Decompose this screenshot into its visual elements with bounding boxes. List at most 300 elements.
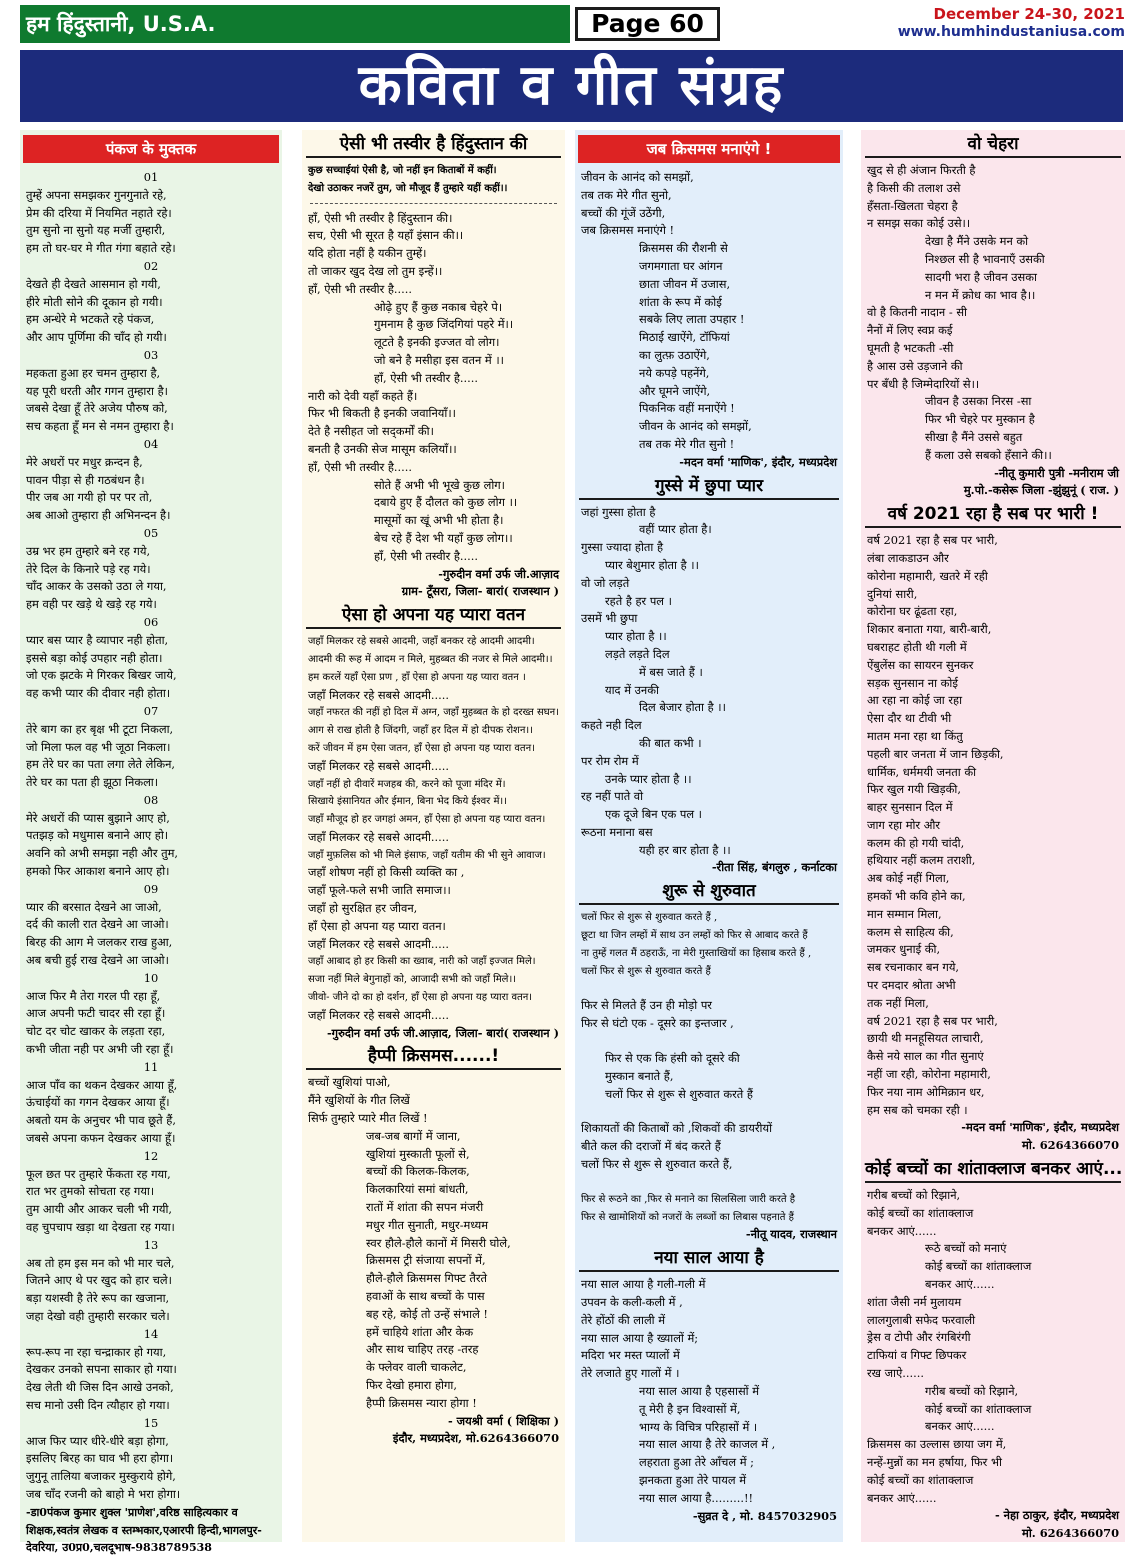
poem-line: नहीं जा रही, कोरोना महामारी, [867,1067,991,1082]
poem-title: जब क्रिसमस मनाएंगे ! [578,135,840,163]
poem-line: नया साल आया है ख्यालों में; [581,1330,699,1345]
poem-line: फिर से घंटो एक - दूसरे का इन्तजार , [581,1016,734,1031]
poem-line: वर्ष 2021 रहा है सब पर भारी, [867,533,998,548]
poem-line: लड़ते लड़ते दिल [605,646,670,661]
poem-line: और घूमने जाऐंगे, [639,383,711,398]
stanza-number: 11 [143,1059,159,1074]
poem-line: सब रचनाकार बन गये, [867,960,960,975]
poem-line: हाँ, ऐसी भी तस्वीर है..... [374,548,479,563]
poet-credit: मो. 6264366070 [1022,1526,1119,1541]
poem-line: हम वही पर खड़े थे खड़े रह गये। [26,597,157,612]
poem-line: सच, ऐसी भी सूरत है यहाँ इंसान की।। [308,228,464,243]
poem-line: बनकर आएं...... [867,1490,937,1505]
poem-line: मधुर गीत सुनाती, मधुर-मध्यम [366,1217,489,1232]
stanza-number: 10 [143,970,159,985]
poem-line: घूमती है भटकती -सी [867,340,954,355]
poem-line: दुनियां सारी, [867,586,918,601]
poem-line: जितने आए थे पर खुद को हार चले। [26,1273,172,1288]
poem-line: और आप पूर्णिमा की चाँद हो गयी। [26,330,167,345]
poem-body [861,162,1125,500]
poem-line: शांता जैसी नर्म मुलायम [867,1294,962,1309]
poem-line: जाग रहा मोर और [867,817,941,832]
poem-title: गुस्से में छुपा प्यार [579,474,839,500]
poem-line: हीरे मोती सोने की दूकान हो गयी। [26,294,163,309]
poem-line: गरीब बच्चों को रिझाने, [867,1188,961,1203]
poem-line: जुगुनू तालिया बजाकर मुस्कुराये होगे, [26,1469,176,1484]
poem-line: फिर नया नाम ओमिक्रान धर, [867,1084,985,1099]
poem-line: हम तो घर-घर मे गीत गंगा बहाते रहे। [26,241,176,256]
poem-line: शिकार बनाता गया, बारी-बारी, [867,622,992,637]
poem-body [302,1074,565,1448]
poem-line: तब तक मेरे गीत सुनो, [581,187,672,202]
poem-line: वह चुपचाप खड़ा था देखता रह गया। [26,1220,175,1235]
poem-line: सजा नहीं मिले बेगुनाहों को, आजादी सभी को जहाँ मिले।। [308,974,517,986]
poem-line: आ रहा ना कोई जा रहा [867,693,963,708]
column-muktak [20,130,282,1555]
poem-line: उम्र भर हम तुम्हारे बने रह गये, [26,543,151,558]
poet-credit: -गुरुदीन वर्मा उर्फ जी.आज़ाद, जिला- बारां( राजस्थान ) [326,1025,559,1040]
poem-line: आदमी की रूह में आदम न मिले, मुहब्बत की नजर से मिले आदमी।। [308,653,553,665]
poem-line: जहाँ आबाद हो हर किसी का ख्वाब, नारी को जहाँ इज्जत मिले। [308,956,536,968]
poem-line: यही हर बार होता है ।। [639,842,731,857]
poem-line: बनकर आएं...... [867,1223,937,1238]
poem-line: नैनों में लिए स्वप्न कई [867,323,953,338]
stanza-number: 15 [143,1415,159,1430]
poem-line: पर दमदार श्रोता अभी [867,978,956,993]
poem-body [302,633,565,1042]
poem-line: गुमनाम है कुछ जिंदगियां पहरे में।। [374,317,514,332]
poem-line: न समझ सका कोई उसे।। [867,216,971,231]
poem-line: तेरे दिल के किनारे पड़े रह गये। [26,561,151,576]
poem-line: हैप्पी क्रिसमस न्यारा होगा ! [366,1395,477,1410]
poem-line: सिखाये इंसानियत और ईमान, बिना भेद किये ईश्वर में।। [308,796,507,808]
poem-line: के फ्लेवर वाली चाकलेट, [366,1360,467,1375]
poem-line: अब आओ तुम्हारा ही अभिनन्दन है। [26,508,171,523]
poem-line: तेरे घर का पता ही झूठा निकला। [26,775,159,790]
poem-line: जहाँ मिलकर रहे सबसे आदमी..... [308,829,449,844]
poem-intro-line: कुछ सच्चाईयां ऐसी है, जो नहीं इन किताबों में कहीं। [308,165,497,176]
poem-line: कलम की हो गयी चांदी, [867,835,965,850]
poem-line: नया साल आया है एहसासों में [639,1384,760,1399]
poem-line: सड़क सुनसान ना कोई [867,675,958,690]
poem-line: ओढ़े हुए हैं कुछ नकाब चेहरे पे। [374,299,503,314]
poem-line: तू मेरी है इन विश्वासों में, [639,1401,741,1416]
poem-line: कलम से साहित्य की, [867,924,954,939]
poem-line: क्रिसमस की रौशनी से [639,241,728,256]
poet-credit: -डा0पंकज कुमार शुक्ल 'प्राणेश',वरिष्ठ साहित्यकार व [26,1505,238,1519]
poem-line: हँसता-खिलता चेहरा है [867,198,958,213]
poem-line: जब चाँद रजनी को बाहो मे भरा होगा। [26,1486,181,1501]
poem-body [861,532,1125,1155]
poem-line: हम तेरे घर का पता लगा लेते लेकिन, [26,757,176,772]
poem-line: रूप-रूप ना रहा चन्द्राकार हो गया, [26,1344,167,1359]
poem-line: जो मिला फल वह भी जूठा निकला। [26,739,171,754]
poem-line: कभी जीता नही पर अभी जी रहा हूँ। [26,1042,174,1057]
poem-line: अब कोई नहीं गिला, [867,871,950,886]
issue-date: December 24-30, 2021 [933,5,1125,23]
poem-line: पहली बार जनता में जान छिड़की, [867,746,1004,761]
poem-line: फिर भी चेहरे पर मुस्कान है [925,412,1035,427]
poem-line: अब बची हुई राख देखने आ जाओ। [26,953,169,968]
poem-line: अबतो यम के अनुचर भी पाव छूते हैं, [26,1113,176,1128]
poem-line: अब तो हम इस मन को भी मार चले, [26,1255,175,1270]
poem-line: सोते हैं अभी भी भूखे कुछ लोग। [374,477,505,492]
poem-line: लालगुलाबी सफेद फरवाली [867,1312,976,1327]
poem-line: जीवो- जीने दो का हो दर्शन, हाँ ऐसा हो अपना यह प्यारा वतन। [308,992,533,1004]
poem-line: लूटते है इनकी इज्जत वो लोग। [374,335,500,350]
poem-body [575,504,843,878]
poem-line: टाफियां व गिफ्ट छिपकर [867,1348,967,1363]
poem-line: रहते है हर पल । [605,593,672,608]
poet-credit: ग्राम- टूँसरा, जिला- बारां( राजस्थान ) [401,584,559,599]
poem-line: घबराहट होती थी गली में [867,639,967,654]
poem-line: कहते नही दिल [581,718,642,733]
poem-line: कोरोना महामारी, खतरे में रही [867,568,988,583]
poem-line: जहाँ शोषण नहीं हो किसी व्यक्ति का , [308,865,465,880]
poem-line: चलों फिर से शुरू से शुरुवात करते हैं [581,965,711,977]
poem-line: आज फिर प्यार धीरे-धीरे बड़ा होगा, [26,1433,169,1448]
poem-line: और साथ चाहिए तरह -तरह [366,1342,479,1357]
poem-line: तुम आयी और आकर चली भी गयी, [26,1202,173,1217]
poem-line: मुस्कान बनाते हैं, [605,1068,674,1083]
poem-line: देखकर उनको सपना साकार हो गया। [26,1362,177,1377]
poem-line: आज फिर मै तेरा गरल पी रहा हूँ, [26,988,161,1003]
poem-line: नया साल आया है गली-गली में [581,1277,706,1292]
poem-line: सीखा है मैंने उससे बहुत [925,429,1023,444]
poem-line: आग से राख होती है जिंदगी, जहाँ हर दिल में हो दीपक रोशन।। [308,725,533,737]
poem-line: फिर देखो हमारा होगा, [366,1378,457,1392]
poem-line: बीते कल की दराजों में बंद करते हैं [581,1139,721,1154]
poem-title: ऐसी भी तस्वीर है हिंदुस्तान की [306,132,561,158]
poem-line: हाँ, ऐसी भी तस्वीर है हिंदुस्तान की। [308,210,453,225]
poem-line: देखा है मैंने उसके मन को [925,234,1029,249]
poem-line: क्रिसमस ट्री संजाया सपनों में, [366,1253,486,1268]
stanza-number: 02 [143,258,159,273]
poem-line: प्यार होता है ।। [605,629,667,644]
newspaper-brand: हम हिंदुस्तानी, U.S.A. [20,5,570,43]
poem-line: गुस्सा ज्यादा होता है [581,540,664,555]
poem-line: हौले-हौले क्रिसमस गिफ्ट तैरते [366,1271,488,1286]
poem-line: उनके प्यार होता है ।। [605,771,692,786]
stanza-number: 03 [143,347,159,362]
poem-line: इसलिए बिरह का घाव भी हरा होगा। [26,1451,174,1466]
poem-line: लहराता हुआ तेरे आँचल में ; [639,1455,755,1470]
poem-line: जबसे देखा हूँ तेरे अजेय पौरुष को, [26,401,168,416]
poem-line: आज पाँव का थकन देखकर आया हूँ, [26,1077,178,1092]
poem-line: जहाँ मिलकर रहे सबसे आदमी..... [308,1007,449,1022]
poem-line: दिल बेजार होता है ।। [639,700,726,715]
poem-line: धार्मिक, धर्ममयी जनता की [867,764,977,779]
poem-line: नारी को देवी यहाँ कहते हैं। [308,388,418,403]
poem-line: चाँद आकर के उसको उठा ले गया, [26,579,167,594]
page-number: Page 60 [575,7,720,41]
poem-line: चलों फिर से शुरू से शुरुवात करते हैं , [581,912,718,924]
poem-line: प्रेम की दरिया में नियमित नहाते रहे। [26,205,172,220]
poem-line: कोई बच्चों का शांताक्लाज [867,1205,974,1220]
poem-line: शिकायतों की किताबों को ,शिकवों की डायरीयों [581,1121,773,1136]
stanza-number: 01 [143,170,159,184]
muktak-body [20,169,282,1557]
poet-credit: मु.पो.-कसेरू जिला -झुंझुनूं ( राज. ) [963,483,1119,498]
poem-line: एक दूजे बिन एक पल । [605,807,702,822]
divider [310,203,557,204]
poem-line: रूठना मनाना बस [581,824,653,839]
poem-line: बच्चों की किलक-किलक, [366,1164,470,1179]
poem-line: मातम मना रहा था किंतु [867,728,963,743]
poem-line: पिकनिक वहीं मनाऐंगे ! [639,401,735,416]
poem-line: पर रोम रोम में [581,753,639,768]
poem-title: वो चेहरा [865,132,1121,158]
poem-line: ना तुम्हें गलत मैं ठहराऊँ, ना मेरी गुस्ताखियों का हिसाब करते हैं , [581,947,812,959]
poem-line: जहाँ मिलकर रहे सबसे आदमी..... [308,936,449,951]
poem-line: बनती है उनकी सेज मासूम कलियाँ।। [308,441,457,456]
poem-line: रूठे बच्चों को मनाएं [925,1241,1007,1256]
poem-line: का लुत्फ़ उठाऐंगे, [639,347,710,362]
poem-line: छायी थी मनहूसियत लाचारी, [867,1031,984,1046]
poem-line: खुद से ही अंजान फिरती है [867,163,976,177]
poem-line: वह कभी प्यार की दीवार नही होता। [26,686,171,701]
stanza-number: 07 [143,703,159,718]
poem-line: है आस उसे उड़जाने की [867,358,963,373]
column-two [302,130,565,1542]
poem-line: कोई बच्चों का शांताक्लाज [925,1401,1032,1416]
poem-line: जीवन के आनंद को समझों, [581,170,694,184]
poem-line: जहाँ मुफ़लिस को भी मिले इंसाफ, जहाँ यतीम की भी सुने आवाज। [308,849,546,861]
poem-line: जहाँ मिलकर रहे सबसे आदमी..... [308,758,449,773]
poet-credit: -मदन वर्मा 'माणिक', इंदौर, मध्यप्रदेश [679,454,837,469]
poem-line: गरीब बच्चों को रिझाने, [925,1383,1019,1398]
poem-line: पतझड़ को मधुमास बनाने आए हो। [26,828,169,843]
poem-line: पर बँधी है जिम्मेदारियों से।। [867,376,980,391]
poem-line: हाँ, ऐसी भी तस्वीर है..... [308,281,413,296]
poem-line: वर्ष 2021 रहा है सब पर भारी, [867,1013,998,1028]
poet-credit: शिक्षक,स्वतंत्र लेखक व स्तम्भकार,एआरपी हिन्दी,भागलपुर- [26,1523,262,1537]
poem-line: जीवन के आनंद को समझों, [639,419,752,434]
poem-line: ड्रेस व टोपी और रंगबिरंगी [867,1330,971,1345]
poem-line: चोट दर चोट खाकर के लड़ता रहा, [26,1024,166,1039]
poem-line: नये कपड़े पहनेंगे, [639,365,710,380]
poet-credit: - नेहा ठाकुर, इंदौर, मध्यप्रदेश [994,1508,1119,1523]
poem-line: रख जाऐ...... [867,1366,925,1380]
poem-line: जहा देखो वही तुम्हारी सरकार चले। [26,1309,170,1323]
poem-line: फिर से मिलते हैं उन ही मोड़ो पर [581,998,712,1013]
poem-line: हाँ, ऐसी भी तस्वीर है..... [374,370,479,385]
poem-line: क्रिसमस का उल्लास छाया जग में, [867,1437,1007,1452]
poem-line: कोई बच्चों का शांताक्लाज [925,1259,1032,1274]
poem-body [861,1187,1125,1543]
poem-line: रह नहीं पाते वो [581,789,644,804]
poem-line: वहीं प्यार होता है। [639,522,712,537]
poem-line: बच्चों खुशियां पाओ, [308,1075,391,1090]
poem-line: न मन में क्रोध का भाव है।। [925,287,1036,302]
stanza-number: 04 [143,436,159,451]
poem-title: नया साल आया है [579,1246,839,1272]
poem-line: भाग्य के विचित्र परिहासों में । [639,1419,758,1434]
poem-line: हमको फिर आकाश बनाने आए हो। [26,864,170,879]
poem-title: पंकज के मुक्तक [23,135,279,163]
poem-line: देते है नसीहत जो सद्कर्मों की। [308,424,434,439]
poem-line: में बस जाते हैं । [639,664,703,679]
column-four [861,130,1125,1542]
poem-line: चलों फिर से शुरू से शुरुवात करते हैं, [581,1157,733,1172]
poem-line: सच मानो उसी दिन त्यौहार हो गया। [26,1397,170,1412]
poem-line: फिर से खामोशियों को नजरों के लब्जों का लिबास पहनाते हैं [581,1211,794,1223]
poem-line: लंबा लाकडाउन और [867,550,949,565]
poem-line: दबाये हुए हैं दौलत को कुछ लोग ।। [374,495,518,510]
poem-line: मदिरा भर मस्त प्यालों में [581,1348,680,1363]
poem-line: जगमगाता घर आंगन [639,258,723,273]
poem-line: ऊंचाईयों का गगन देखकर आया हूँ। [26,1095,170,1110]
poem-line: छूटा था जिन लम्हों में साथ उन लम्हों को फिर से आबाद करते हैं [581,930,808,942]
poem-line: जहाँ हो सुरक्षित हर जीवन, [308,901,418,916]
poem-body [575,1276,843,1525]
poem-line: निश्छल सी है भावनाएँ उसकी [925,251,1045,266]
poem-line: यह पूरी धरती और गगन तुम्हारा है। [26,383,168,398]
stanza-number: 05 [143,525,159,540]
poem-line: ऐसा दौर था टीवी भी [867,711,952,726]
stanza-number: 09 [143,881,159,896]
poem-title: कोई बच्चों का शांताक्लाज बनकर आएं... [865,1157,1121,1183]
poem-line: महकता हुआ हर चमन तुम्हारा है, [26,365,161,380]
poem-line: वो है कितनी नादान - सी [867,305,967,320]
poem-line: खुशियां मुस्काती फूलों से, [366,1146,470,1161]
poem-line: हम करलें यहाँ ऐसा प्रण , हाँ ऐसा हो अपना यह प्यारा वतन । [308,671,526,683]
poem-line: जमकर धुनाई की, [867,942,941,957]
poem-line: जहाँ फूले-फले सभी जाति समाज।। [308,883,451,898]
poem-line: कैसे नये साल का गीत सुनाएं [867,1049,984,1064]
poem-line: कोरोना घर ढूंढता रहा, [867,604,958,619]
stanza-number: 12 [143,1148,159,1163]
poem-line: तब तक मेरे गीत सुनो ! [639,436,735,451]
poem-line: कोई बच्चों का शांताक्लाज [867,1472,974,1487]
poem-body [575,169,843,472]
poem-line: फिर से एक कि हंसी को दूसरे की [605,1051,740,1066]
poem-line: तुम सुनो ना सुनो यह मर्जी तुम्हारी, [26,223,166,238]
poet-credit: देवरिया, उ0प्र0,चलदूभाष-9838789538 [26,1541,212,1555]
poem-line: तेरे लजाते हुए गालों में । [581,1366,680,1381]
poem-intro-line: देखो उठाकर नजरें तुम, जो मौजूद हैं तुम्हारे यहीं कहीं।। [308,182,508,194]
poem-line: दर्द की काली रात देखने आ जाओ। [26,917,169,932]
poem-line: तेरे बाग का हर बृक्ष भी टूटा निकला, [26,721,174,736]
top-bar [20,5,1125,43]
poem-line: जहाँ मौजूद हो हर जगहां अमन, हाँ ऐसा हो अपना यह प्यारा वतन। [308,814,546,826]
poem-line: हथियार नहीं कलम तराशी, [867,853,976,868]
poem-line: बनकर आएं...... [925,1419,995,1434]
poem-title: शुरू से शुरुवात [579,879,839,905]
poem-line: आज अपनी फटी चादर सी रहा हूँ। [26,1006,166,1021]
poem-line: हम सब को चमका रही । [867,1102,968,1117]
stanza-number: 08 [143,792,159,807]
poem-line: रातों में शांता की सपन मंजरी [366,1200,484,1215]
poem-line: मासूमों का खूं अभी भी होता है। [374,513,504,528]
poem-line: हमें चाहिये शांता और केक [366,1324,474,1339]
poem-line: तक नहीं मिला, [867,995,929,1010]
poet-credit: -नीतू कुमारी पुत्री -मनीराम जी [994,465,1119,480]
poem-line: सादगी भरा है जीवन उसका [925,269,1037,284]
poem-line: जब-जब बागों में जाना, [366,1128,461,1143]
stanza-number: 13 [143,1237,159,1252]
poem-line: मेरे अधरों की प्यास बुझाने आए हो, [26,810,170,825]
poem-line: जबसे अपना कफन देखकर आया हूँ। [26,1131,176,1146]
stanza-number: 14 [143,1326,159,1341]
poem-line: मेरे अधरों पर मधुर क्रन्दन है, [26,454,143,469]
poem-line: सिर्फ तुम्हारे प्यारे मीत लिखें ! [308,1111,428,1126]
poem-body [575,909,843,1244]
poem-line: जहाँ नफरत की नहीं हो दिल में अग्न, जहाँ मुहब्बत के हो दरख्त सघन। [308,707,559,719]
poem-line: तुम्हें अपना समझकर गुनगुनाते रहे, [26,187,167,202]
poem-line: हमकों भी कवि होने का, [867,889,966,904]
poem-line: इससे बड़ा कोई उपहार नही होता। [26,650,163,665]
poem-line: प्यार बस प्यार है व्यापार नही होता, [26,632,169,647]
website-link[interactable]: www.humhindustaniusa.com [897,24,1125,40]
poet-credit: -गुरुदीन वर्मा उर्फ जी.आज़ाद [438,566,559,581]
poem-line: नया साल आया है.........!! [639,1490,754,1505]
poem-line: हाँ, ऐसी भी तस्वीर है..... [308,459,413,474]
poem-line: झनकता हुआ तेरे पायल में [639,1473,747,1487]
poem-line: जहाँ मिलकर रहे सबसे आदमी, जहाँ बनकर रहे आदमी आदमी। [308,636,535,648]
poem-line: जहां गुस्सा होता है [581,504,656,519]
poem-line: हवाओं के साथ बच्चों के पास [366,1289,485,1304]
poem-line: मैंने खुशियों के गीत लिखें [308,1093,410,1108]
poem-line: उपवन के कली-कली में , [581,1295,683,1310]
poet-credit: इंदौर, मध्यप्रदेश, मो.6264366070 [392,1431,559,1446]
poem-line: बड़ा यशस्वी है तेरे रूप का खजाना, [26,1291,170,1306]
poem-line: तो जाकर खुद देख लो तुम इन्हें।। [308,263,443,278]
poem-line: फिर खुल गयी खिड़की, [867,782,961,797]
poem-line: नन्हें-मुन्नों का मन हर्षाया, फिर भी [867,1454,1002,1469]
poem-line: मान सम्मान मिला, [867,906,942,921]
poem-line: बनकर आएं...... [925,1277,995,1292]
poem-line: पावन पीड़ा से ही गठबंधन है। [26,472,145,487]
poet-credit: -नीतू यादव, राजस्थान [745,1227,837,1242]
poem-line: किलकारियां समां बांधती, [366,1182,469,1197]
poem-line: ऐंबुलेंस का सायरन सुनकर [867,657,974,672]
poem-line: तेरे होंठों की लाली में [581,1312,666,1327]
poem-title: हैप्पी क्रिसमस......! [306,1044,561,1070]
poem-line: अवनि को अभी समझा नही और तुम, [26,846,179,861]
poem-title: वर्ष 2021 रहा है सब पर भारी ! [865,502,1121,528]
poem-line: याद में उनकी [605,682,659,697]
poem-line: हम अन्धेरे मे भटकते रहे पंकज, [26,312,155,327]
poem-line: जो एक झटके मे गिरकर बिखर जाये, [26,668,177,683]
poem-line: बह रहे, कोई तो उन्हें संभाले ! [366,1306,488,1321]
poem-line: नया साल आया है तेरे काजल में , [639,1437,776,1452]
poet-credit: -सुव्रत दे , मो. 8457032905 [692,1508,837,1523]
poem-line: फिर से रूठने का ,फिर से मनाने का सिलसिला जारी करते है [581,1193,796,1205]
poem-line: की बात कभी । [639,735,702,750]
poem-line: मिठाई खाऐंगे, टॉफियां [639,330,730,345]
poem-line: देख लेती थी जिस दिन आखे उनको, [26,1380,174,1395]
poem-line: शांता के रूप में कोई [639,294,722,309]
poem-line: जहाँ नहीं हो दीवारें मजहब की, करने को पूजा मंदिर में। [308,778,506,790]
poem-line: देखते ही देखते आसमान हो गयी, [26,276,161,291]
poem-line: स्वर हौले-हौले कानों में मिसरी घोले, [366,1235,511,1250]
poet-credit: -रीता सिंह, बंगलुरु , कर्नाटका [711,860,837,875]
poem-line: प्यार बेशुमार होता है ।। [605,557,699,572]
poem-line: चलों फिर से शुरू से शुरुवात करते हैं [605,1086,753,1101]
poem-line: सच कहता हूँ मन से नमन तुम्हारा है। [26,419,174,434]
poem-line: बेच रहे हैं देश भी यहाँ कुछ लोग।। [374,530,513,545]
poem-line: जो बने है मसीहा इस वतन में ।। [374,352,504,367]
poet-credit: मो. 6264366070 [1022,1138,1119,1153]
poet-credit: -मदन वर्मा 'माणिक', इंदौर, मध्यप्रदेश [961,1120,1119,1135]
dateline [795,5,1125,41]
poem-line: बिरह की आग मे जलकर राख हुआ, [26,935,173,950]
poem-title: ऐसा हो अपना यह प्यारा वतन [306,603,561,629]
stanza-number: 06 [143,614,159,629]
poem-body [302,210,565,602]
poem-line: है किसी की तलाश उसे [867,180,961,195]
